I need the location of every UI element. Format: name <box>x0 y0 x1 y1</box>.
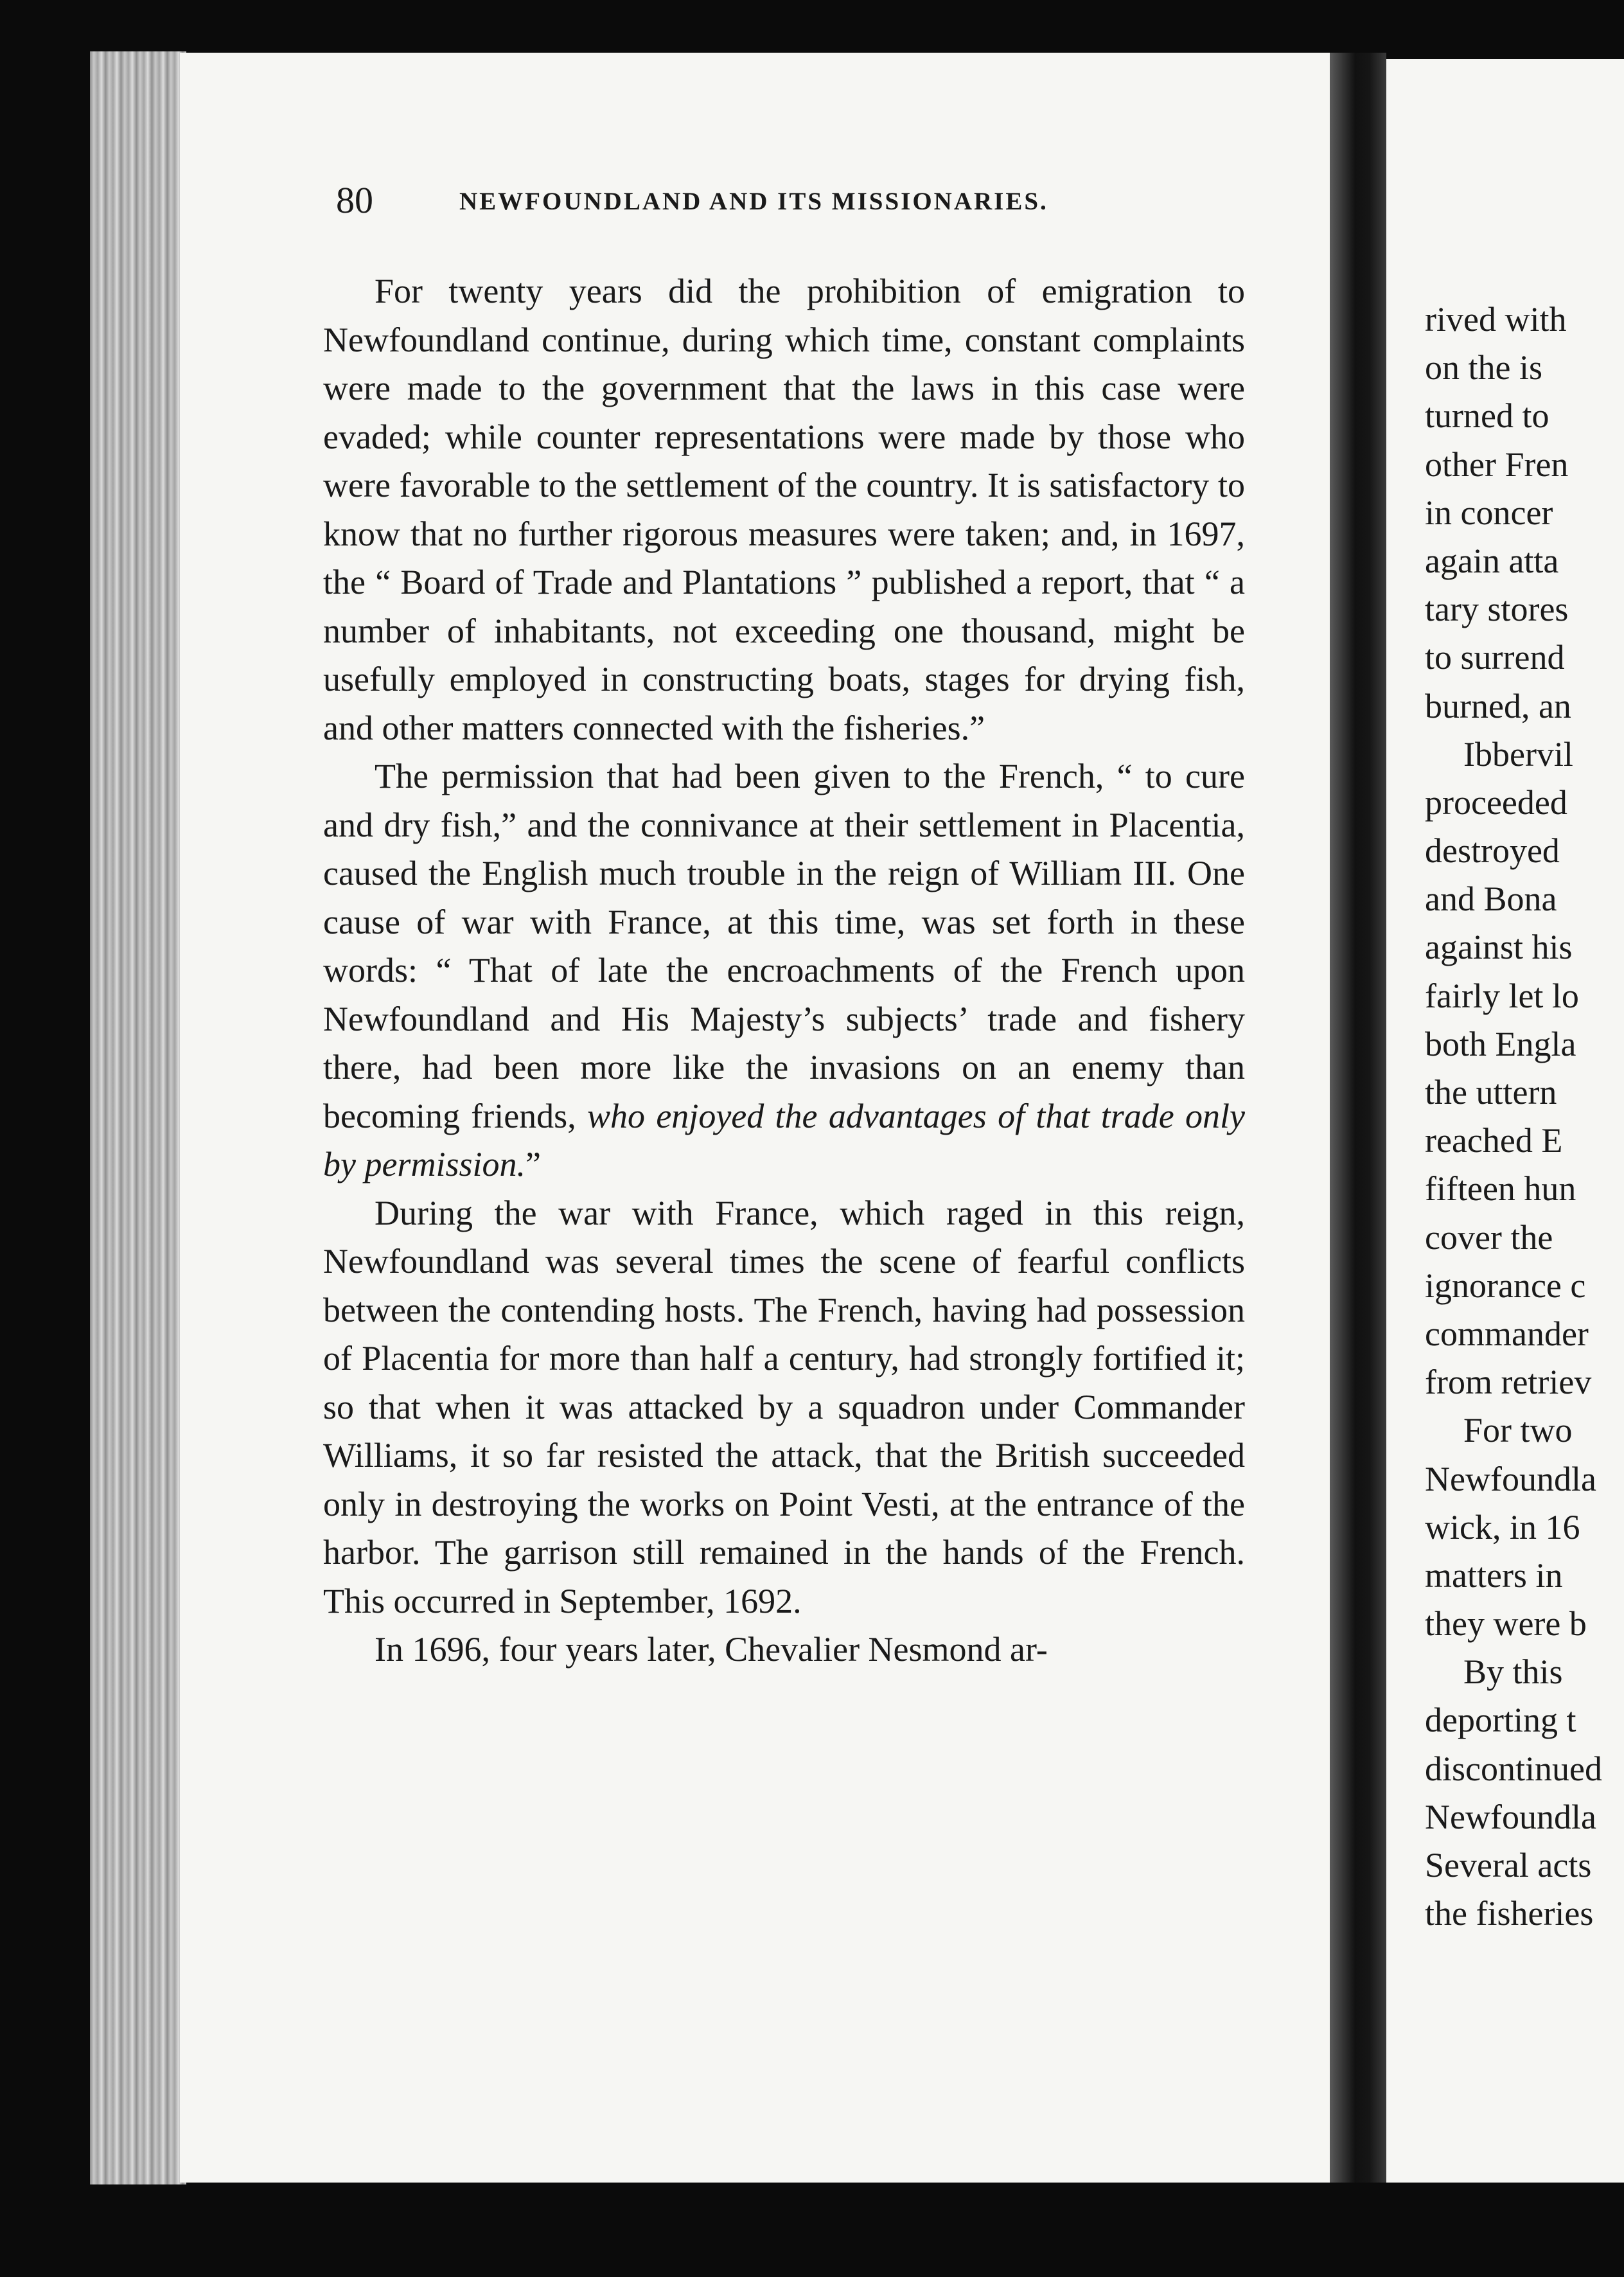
paragraph: In 1696, four years later, Chevalier Nesmond ar- <box>375 1630 1048 1669</box>
paragraph <box>323 752 1245 1189</box>
right-page-line: matters in <box>1425 1555 1563 1595</box>
right-page-line: fairly let lo <box>1425 976 1579 1015</box>
right-page-line: By this <box>1463 1652 1563 1692</box>
right-page-line: both Engla <box>1425 1024 1576 1063</box>
running-head: NEWFOUNDLAND AND ITS MISSIONARIES. <box>459 188 1048 215</box>
right-page-line: and Bona <box>1425 880 1557 919</box>
right-page-line: the uttern <box>1425 1073 1557 1112</box>
page-number: 80 <box>336 179 373 221</box>
right-page-line: fifteen hun <box>1425 1169 1576 1209</box>
right-page-line: tary stores <box>1425 590 1569 629</box>
right-page-line: against his <box>1425 928 1573 967</box>
right-page <box>1386 59 1624 2183</box>
right-page-line: proceeded <box>1425 783 1567 822</box>
paragraph: During the war with France, which raged in this reign, Newfoundland was several times the scene of fearful conflicts between the contending hosts. The French, having had possession of Placentia for more than half a century, had strongly fortified it; so that when it was attacked by a squadron under Commander Williams, it so far resisted the attack, that the British succeeded only in destroying the works on Point Vesti, at the entrance of the harbor. The garrison still remained in the hands of the French. This occurred in September, 1692. <box>323 1193 1245 1620</box>
right-page-line: ignorance c <box>1425 1266 1586 1305</box>
right-page-line: Newfoundla <box>1425 1459 1596 1498</box>
right-page-line: turned to <box>1425 396 1549 436</box>
right-page-line: deporting t <box>1425 1701 1576 1740</box>
right-page-line: to surrend <box>1425 638 1565 677</box>
italic-quote: who enjoyed the advantages of that trade only by permission. <box>323 1096 1245 1183</box>
right-page-line: other Fren <box>1425 445 1569 484</box>
right-page-line: the fisheries <box>1425 1894 1594 1933</box>
book-page-edges <box>90 51 186 2184</box>
right-page-line: Newfoundla <box>1425 1797 1596 1836</box>
right-page-line: For two <box>1463 1411 1573 1450</box>
right-page-line: discontinued <box>1425 1749 1602 1788</box>
left-page-body <box>323 267 1245 1674</box>
closing-quote: ” <box>525 1145 541 1183</box>
paragraph: For twenty years did the prohibition of emigration to Newfoundland continue, during which time, constant complaints were made to the government that the laws in this case were evaded; while counter representations were made by those who were favorable to the settlement of the country. It is satisfactory to know that no further rigorous measures were taken; and, in 1697, the “ Board of Trade and Plantations ” published a report, that “ a number of inhabitants, not exceeding one thousand, might be usefully employed in constructing boats, stages for drying fish, and other matters connected with the fisheries.” <box>323 272 1245 747</box>
paragraph-text: The permission that had been given to the French, “ to cure and dry fish,” and the connivance at their settlement in Placentia, caused the English much trouble in the reign of William III. One cause of war with France, at this time, was set forth in these words: “ That of late the encroachments of the French upon Newfoundland and His Majesty’s subjects’ trade and fishery there, had been more like the invasions on an enemy than becoming friends, <box>323 757 1245 1135</box>
right-page-line: commander <box>1425 1314 1589 1353</box>
right-page-line: from retriev <box>1425 1363 1592 1402</box>
right-page-body <box>1425 296 1624 1938</box>
right-page-line: burned, an <box>1425 686 1571 725</box>
right-page-line: on the is <box>1425 348 1542 387</box>
page-header <box>336 175 1145 226</box>
right-page-line: in concer <box>1425 493 1553 532</box>
right-page-line: they were b <box>1425 1604 1587 1644</box>
right-page-line: reached E <box>1425 1121 1563 1160</box>
right-page-line: destroyed <box>1425 831 1560 871</box>
book-gutter <box>1330 53 1386 2183</box>
right-page-line: Several acts <box>1425 1846 1592 1884</box>
right-page-line: Ibbervil <box>1463 734 1573 774</box>
right-page-line: wick, in 16 <box>1425 1507 1580 1546</box>
right-page-line: again atta <box>1425 541 1559 580</box>
right-page-line: cover the <box>1425 1218 1553 1257</box>
right-page-line: rived with <box>1425 300 1567 339</box>
